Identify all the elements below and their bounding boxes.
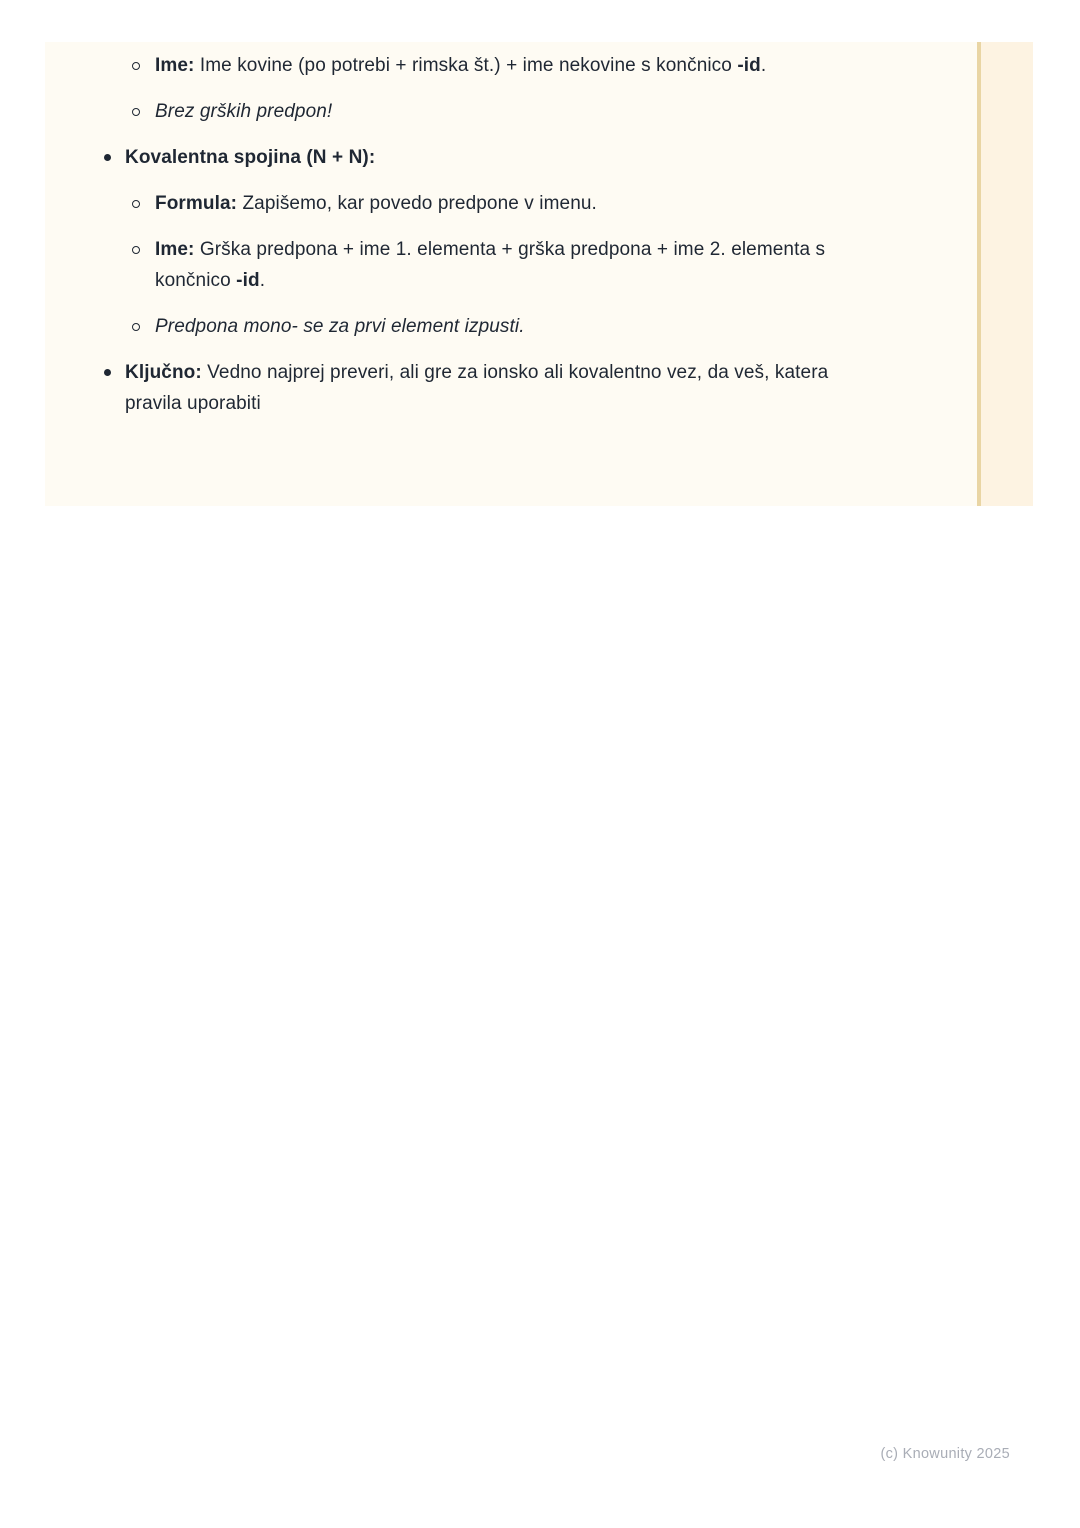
- notes-callout-block: [45, 42, 1033, 506]
- list-item: [45, 188, 977, 219]
- list-item: [45, 357, 977, 419]
- disc-bullet-icon: [104, 357, 125, 388]
- list-item: [45, 142, 977, 173]
- circle-bullet-icon: [132, 96, 155, 127]
- list-item-text: Formula: Zapišemo, kar povedo predpone v imenu.: [155, 193, 597, 214]
- circle-bullet-icon: [132, 50, 155, 81]
- list-item-text: Ključno: Vedno najprej preveri, ali gre za ionsko ali kovalentno vez, da veš, katera pravila uporabiti: [125, 362, 829, 414]
- list-item: [45, 311, 977, 342]
- list-item-text: Brez grških predpon!: [155, 101, 333, 122]
- circle-bullet-icon: [132, 234, 155, 265]
- notes-list: [45, 42, 977, 506]
- circle-bullet-icon: [132, 188, 155, 219]
- list-item: [45, 96, 977, 127]
- page-margin-accent: [977, 42, 1033, 506]
- list-item-text: Ime: Grška predpona + ime 1. elementa + grška predpona + ime 2. elementa s končnico -id.: [155, 239, 826, 291]
- list-item-text: Ime: Ime kovine (po potrebi + rimska št.) + ime nekovine s končnico -id.: [155, 55, 767, 76]
- footer-copyright: (c) Knowunity 2025: [880, 1446, 1010, 1462]
- list-item: [45, 50, 977, 81]
- list-item-text: Kovalentna spojina (N + N):: [125, 147, 376, 168]
- circle-bullet-icon: [132, 311, 155, 342]
- disc-bullet-icon: [104, 142, 125, 173]
- list-item-text: Predpona mono- se za prvi element izpusti.: [155, 316, 525, 337]
- list-item: [45, 234, 977, 296]
